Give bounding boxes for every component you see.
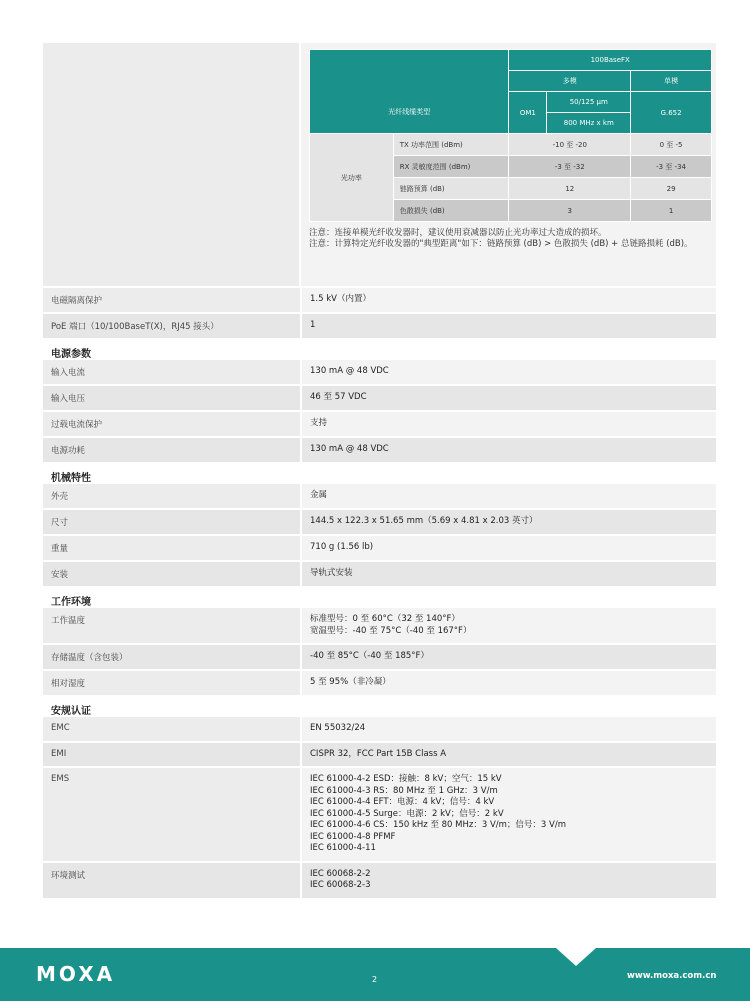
- spec-label: PoE 端口（10/100BaseT(X)，RJ45 接头）: [43, 314, 300, 338]
- spec-value: IEC 60068-2-2 IEC 60068-2-3: [300, 863, 716, 898]
- spec-label: 存储温度（含包装）: [43, 645, 300, 669]
- spec-row: [43, 386, 716, 412]
- fiber-type-label: 光纤线缆类型: [310, 92, 509, 134]
- fiber-spec-row: [43, 43, 716, 288]
- spec-label: EMS: [43, 768, 300, 861]
- spec-value: 1.5 kV（内置）: [300, 288, 716, 312]
- spec-row: [43, 288, 716, 314]
- spec-value: 1: [300, 314, 716, 338]
- spec-label: 环境测试: [43, 863, 300, 898]
- spec-value: EN 55032/24: [300, 717, 716, 741]
- section-title-mechanical: 机械特性: [51, 473, 91, 484]
- spec-row: [43, 671, 716, 697]
- spec-row: [43, 743, 716, 769]
- spec-label: EMC: [43, 717, 300, 741]
- spec-row: [43, 717, 716, 743]
- dispersion-single: 1: [631, 200, 712, 222]
- spec-label: 尺寸: [43, 510, 300, 534]
- spec-row: [43, 536, 716, 562]
- spec-value: CISPR 32，FCC Part 15B Class A: [300, 743, 716, 767]
- moxa-logo: MOXA: [36, 962, 116, 986]
- link-budget-single: 29: [631, 178, 712, 200]
- spec-value: 导轨式安装: [300, 562, 716, 586]
- dispersion-label: 色散损失 (dB): [393, 200, 509, 222]
- spec-label: 电源功耗: [43, 438, 300, 462]
- link-budget-label: 链路预算 (dB): [393, 178, 509, 200]
- fiber-note: 注意：连接单模光纤收发器时，建议使用衰减器以防止光功率过大造成的损坏。 注意：计算特定光纤收发器的"典型距离"如下：链路预算 (dB) > 色散损失 (dB) + 总链路损耗 (dB)。: [309, 228, 693, 249]
- spec-value: 标准型号：0 至 60°C（32 至 140°F） 宽温型号：-40 至 75°C（-40 至 167°F）: [300, 608, 716, 643]
- page-number: 2: [372, 975, 378, 984]
- spec-label: 重量: [43, 536, 300, 560]
- rx-sensitivity-multi: -3 至 -32: [509, 156, 631, 178]
- spec-value: 5 至 95%（非冷凝）: [300, 671, 716, 695]
- spec-row: [43, 562, 716, 588]
- g652-cell: G.652: [631, 92, 712, 134]
- spec-label: EMI: [43, 743, 300, 767]
- spec-row: [43, 360, 716, 386]
- spec-row: [43, 438, 716, 464]
- spec-row: [43, 608, 716, 645]
- fiber-row-label-cell: [43, 43, 299, 286]
- spec-value: 130 mA @ 48 VDC: [300, 438, 716, 462]
- spec-label: 工作温度: [43, 608, 300, 643]
- header-singlemode: 单模: [631, 71, 712, 92]
- spec-label: 输入电流: [43, 360, 300, 384]
- fiber-optic-table: [309, 49, 712, 222]
- website-link[interactable]: www.moxa.com.cn: [627, 971, 717, 981]
- tx-power-label: TX 功率范围 (dBm): [393, 134, 509, 156]
- spec-row: [43, 314, 716, 340]
- header-100basefx: 100BaseFX: [509, 50, 712, 71]
- spec-label: 安装: [43, 562, 300, 586]
- spec-row: [43, 484, 716, 510]
- spec-label: 相对湿度: [43, 671, 300, 695]
- spec-row: [43, 412, 716, 438]
- spec-value: 46 至 57 VDC: [300, 386, 716, 410]
- spec-content: [43, 43, 716, 900]
- spec-value: 710 g (1.56 lb): [300, 536, 716, 560]
- spec-value: IEC 61000-4-2 ESD：接触：8 kV；空气：15 kV IEC 61000-4-3 RS：80 MHz 至 1 GHz：3 V/m IEC 61000-4-4 EFT：电源：4 kV；信号：4 kV IEC 61000-4-5 Surge：电源：2 kV；信号：2 kV IEC 61000-4-6 CS：150 kHz 至 80 MHz：3 V/m；信号：3 V/m IEC 61000-4-8 PFMF IEC 61000-4-11: [300, 768, 716, 861]
- om1-cell: OM1: [509, 92, 547, 134]
- rx-sensitivity-label: RX 灵敏度范围 (dBm): [393, 156, 509, 178]
- tx-power-multi: -10 至 -20: [509, 134, 631, 156]
- spec-value: 130 mA @ 48 VDC: [300, 360, 716, 384]
- dispersion-multi: 3: [509, 200, 631, 222]
- spec-value: 金属: [300, 484, 716, 508]
- section-title-certification: 安规认证: [51, 706, 91, 717]
- spec-value: 支持: [300, 412, 716, 436]
- spec-value: 144.5 x 122.3 x 51.65 mm（5.69 x 4.81 x 2.03 英寸）: [300, 510, 716, 534]
- spec-row: [43, 645, 716, 671]
- spec-row: [43, 510, 716, 536]
- spec-label: 过载电流保护: [43, 412, 300, 436]
- section-title-power: 电源参数: [51, 349, 91, 360]
- rx-sensitivity-single: -3 至 -34: [631, 156, 712, 178]
- spec-label: 外壳: [43, 484, 300, 508]
- spec-row: [43, 768, 716, 863]
- tx-power-single: 0 至 -5: [631, 134, 712, 156]
- section-title-environment: 工作环境: [51, 597, 91, 608]
- spec-row: [43, 863, 716, 900]
- core-cell: 50/125 μm: [547, 92, 631, 113]
- header-multimode: 多模: [509, 71, 631, 92]
- spec-label: 输入电压: [43, 386, 300, 410]
- spec-label: 电磁隔离保护: [43, 288, 300, 312]
- spec-value: -40 至 85°C（-40 至 185°F）: [300, 645, 716, 669]
- bandwidth-cell: 800 MHz x km: [547, 113, 631, 134]
- optical-power-label: 光功率: [310, 134, 394, 222]
- fiber-row-value-cell: [299, 43, 716, 286]
- link-budget-multi: 12: [509, 178, 631, 200]
